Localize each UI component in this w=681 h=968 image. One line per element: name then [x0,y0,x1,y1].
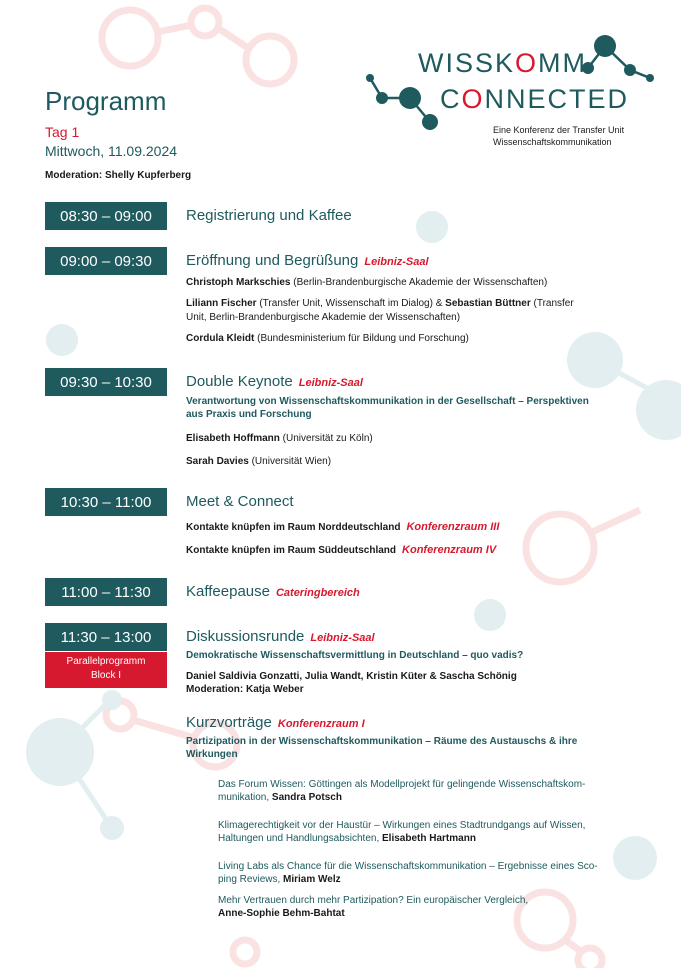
location-label: Leibniz-Saal [298,377,363,389]
location-label: Konferenzraum I [277,718,365,730]
location-label: Cateringbereich [275,587,360,599]
speaker-line: Christoph Markschies (Berlin-Brandenburgische Akademie der Wissenschaften) [186,277,548,288]
room-line: Kontakte knüpfen im Raum Süddeutschland Konferenzraum IV [186,544,497,556]
location-label: Leibniz-Saal [364,256,429,268]
date-label: Mittwoch, 11.09.2024 [45,143,178,159]
session-title-short-talks: Kurzvorträge Konferenzraum I [186,714,365,731]
session-title-opening: Eröffnung und Begrüßung Leibniz-Saal [186,252,429,269]
session-subtitle-cont: aus Praxis und Forschung [186,409,312,420]
session-title-registration: Registrierung und Kaffee [186,207,352,224]
session-title-coffee: Kaffeepause Cateringbereich [186,583,360,600]
day-label: Tag 1 [45,124,80,140]
session-title-discussion: Diskussionsrunde Leibniz-Saal [186,628,375,645]
time-slot-1100: 11:00 – 11:30 [45,578,167,606]
talk-title: Das Forum Wissen: Göttingen als Modellprojekt für gelingende Wissenschaftskom- [218,779,586,790]
time-slot-1030: 10:30 – 11:00 [45,488,167,516]
talk-speaker: Anne-Sophie Behm-Bahtat [218,908,345,919]
time-slot-1130: 11:30 – 13:00 [45,623,167,651]
speaker-line: Elisabeth Hoffmann (Universität zu Köln) [186,433,373,444]
talk-title: Mehr Vertrauen durch mehr Partizipation? Ein europäischer Vergleich, [218,895,529,906]
session-subtitle: Verantwortung von Wissenschaftskommunikation in der Gesellschaft – Perspektiven [186,396,589,407]
time-slot-0900: 09:00 – 09:30 [45,247,167,275]
talk-title-cont: Haltungen und Handlungsabsichten, Elisabeth Hartmann [218,833,476,844]
logo-subtitle-line2: Wissenschaftskommunikation [493,137,612,147]
panel-people: Daniel Saldivia Gonzatti, Julia Wandt, Kristin Küter & Sascha Schönig [186,671,517,682]
speaker-line: Liliann Fischer (Transfer Unit, Wissenschaft im Dialog) & Sebastian Büttner (Transfer [186,298,574,309]
speaker-line-cont: Unit, Berlin-Brandenburgische Akademie der Wissenschaften) [186,312,461,323]
time-slot-0930: 09:30 – 10:30 [45,368,167,396]
room-line: Kontakte knüpfen im Raum Norddeutschland Konferenzraum III [186,521,500,533]
talk-title-cont: munikation, Sandra Potsch [218,792,342,803]
location-label: Konferenzraum IV [402,544,497,556]
logo-subtitle-line1: Eine Konferenz der Transfer Unit [493,125,625,135]
session-subtitle: Partizipation in der Wissenschaftskommunikation – Räume des Austauschs & ihre [186,736,578,747]
location-label: Konferenzraum III [406,521,500,533]
talk-title: Klimagerechtigkeit vor der Haustür – Wirkungen eines Stadtrundgangs auf Wissen, [218,820,586,831]
moderation-label: Moderation: Shelly Kupferberg [45,170,192,181]
location-label: Leibniz-Saal [310,632,375,644]
session-title-keynote: Double Keynote Leibniz-Saal [186,373,363,390]
logo-wordmark-line2: CONNECTED [440,84,630,114]
parallel-line1: Parallelprogramm [66,656,146,667]
logo-wordmark-line1: WISSKOMM [418,48,588,78]
session-subtitle: Demokratische Wissenschaftsvermittlung in Deutschland – quo vadis? [186,650,524,661]
logo-subtitle [493,124,624,148]
session-title-meet: Meet & Connect [186,493,294,510]
panel-moderation: Moderation: Katja Weber [186,684,304,695]
talk-title: Living Labs als Chance für die Wissenschaftskommunikation – Ergebnisse eines Sco- [218,861,598,872]
parallel-program-badge [45,652,167,688]
time-slot-0830: 08:30 – 09:00 [45,202,167,230]
speaker-line: Cordula Kleidt (Bundesministerium für Bildung und Forschung) [186,333,469,344]
page-title: Programm [45,86,167,116]
session-subtitle-cont: Wirkungen [186,749,238,760]
parallel-line2: Block I [90,670,121,681]
speaker-line: Sarah Davies (Universität Wien) [186,456,332,467]
talk-title-cont: ping Reviews, Miriam Welz [218,874,341,885]
